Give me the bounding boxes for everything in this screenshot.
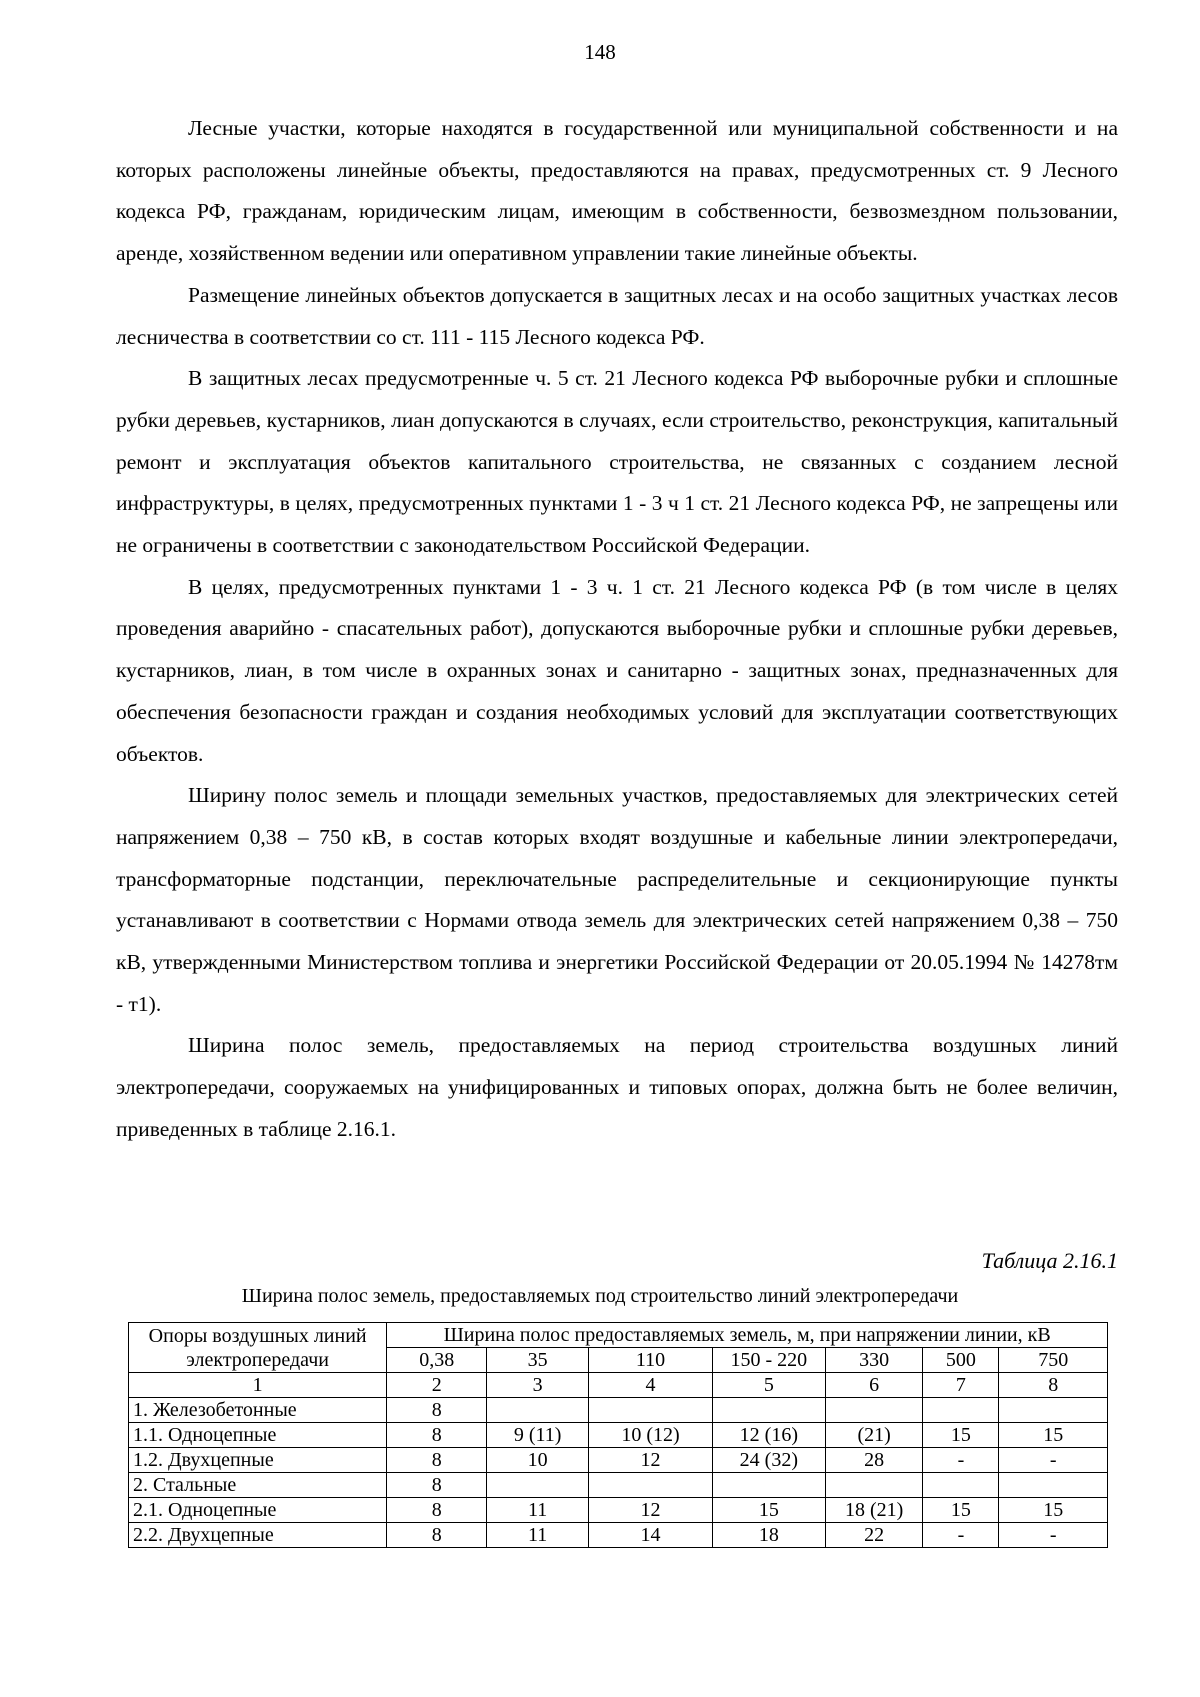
table-cell: 8 <box>387 1398 487 1423</box>
table-cell: 15 <box>999 1423 1108 1448</box>
paragraph: Ширина полос земель, предоставляемых на период строительства воздушных линий электропередачи, сооружаемых на унифицированных и типовых опорах, должна быть не более величин, приведенных в таблице 2.16.1. <box>116 1033 1118 1141</box>
table-cell <box>999 1398 1108 1423</box>
table-cell: (21) <box>825 1423 923 1448</box>
header-width-group: Ширина полос предоставляемых земель, м, при напряжении линии, кВ <box>387 1323 1108 1348</box>
table-cell <box>712 1473 825 1498</box>
page-number: 148 <box>584 40 616 64</box>
table-colnum-row <box>129 1373 1108 1398</box>
header-voltage: 500 <box>923 1348 999 1373</box>
table-label: Таблица 2.16.1 <box>981 1248 1118 1273</box>
column-number: 8 <box>999 1373 1108 1398</box>
table-title: Ширина полос земель, предоставляемых под строительство линий электропередачи <box>241 1285 959 1307</box>
table-cell: 9 (11) <box>487 1423 589 1448</box>
row-name: 2. Стальные <box>129 1473 387 1498</box>
table-cell <box>923 1473 999 1498</box>
table-cell: 15 <box>999 1498 1108 1523</box>
column-number: 6 <box>825 1373 923 1398</box>
table-cell: 11 <box>487 1523 589 1548</box>
row-name: 2.2. Двухцепные <box>129 1523 387 1548</box>
table-cell: 8 <box>387 1498 487 1523</box>
table-cell <box>825 1398 923 1423</box>
row-name: 2.1. Одноцепные <box>129 1498 387 1523</box>
table-cell: 18 (21) <box>825 1498 923 1523</box>
table-cell <box>999 1473 1108 1498</box>
table-cell: 18 <box>712 1523 825 1548</box>
table-cell: 8 <box>387 1423 487 1448</box>
table-cell: 12 <box>589 1448 713 1473</box>
table-cell <box>589 1398 713 1423</box>
table-cell: - <box>923 1523 999 1548</box>
table-cell: 14 <box>589 1523 713 1548</box>
table-cell: - <box>999 1448 1108 1473</box>
table-cell: 24 (32) <box>712 1448 825 1473</box>
column-number: 1 <box>129 1373 387 1398</box>
table-cell: 8 <box>387 1473 487 1498</box>
column-number: 5 <box>712 1373 825 1398</box>
row-name: 1. Железобетонные <box>129 1398 387 1423</box>
land-width-table <box>128 1322 1108 1548</box>
table-cell: 8 <box>387 1523 487 1548</box>
table-header-row <box>129 1323 1108 1348</box>
column-number: 4 <box>589 1373 713 1398</box>
table-cell: 10 (12) <box>589 1423 713 1448</box>
body-text <box>116 108 1118 1151</box>
table-cell: 8 <box>387 1448 487 1473</box>
table-cell: - <box>999 1523 1108 1548</box>
paragraph: Размещение линейных объектов допускается в защитных лесах и на особо защитных участках лесов лесничества в соответствии со ст. 111 - 115 Лесного кодекса РФ. <box>116 282 1118 349</box>
paragraph: В защитных лесах предусмотренные ч. 5 ст. 21 Лесного кодекса РФ выборочные рубки и сплошные рубки деревьев, кустарников, лиан допускаются в случаях, если строительство, реконструкция, капитальный ремонт и эксплуатация объектов капитального строительства, не связанных с созданием лесной инфраструктуры, в целях, предусмотренных пунктами 1 - 3 ч 1 ст. 21 Лесного кодекса РФ, не запрещены или не ограничены в соответствии с законодательством Российской Федерации. <box>116 366 1118 558</box>
table-cell: 15 <box>923 1498 999 1523</box>
header-voltage: 35 <box>487 1348 589 1373</box>
header-voltage: 330 <box>825 1348 923 1373</box>
row-name: 1.1. Одноцепные <box>129 1423 387 1448</box>
column-number: 3 <box>487 1373 589 1398</box>
table-row <box>129 1448 1108 1473</box>
table-cell <box>487 1473 589 1498</box>
table-cell: 15 <box>923 1423 999 1448</box>
table-cell: 28 <box>825 1448 923 1473</box>
table-cell <box>923 1398 999 1423</box>
table-cell: - <box>923 1448 999 1473</box>
table-cell <box>589 1473 713 1498</box>
paragraph: В целях, предусмотренных пунктами 1 - 3 ч. 1 ст. 21 Лесного кодекса РФ (в том числе в целях проведения аварийно - спасательных работ), допускаются выборочные рубки и сплошные рубки деревьев, кустарников, лиан, в том числе в охранных зонах и санитарно - защитных зонах, предназначенных для обеспечения безопасности граждан и создания необходимых условий для эксплуатации соответствующих объектов. <box>116 574 1118 766</box>
header-voltage: 150 - 220 <box>712 1348 825 1373</box>
table-cell <box>825 1473 923 1498</box>
table-row <box>129 1423 1108 1448</box>
header-supports: Опоры воздушных линий электропередачи <box>129 1323 387 1373</box>
table-cell: 10 <box>487 1448 589 1473</box>
header-voltage: 110 <box>589 1348 713 1373</box>
table-cell: 12 <box>589 1498 713 1523</box>
table-row <box>129 1498 1108 1523</box>
table-row <box>129 1473 1108 1498</box>
table-cell: 11 <box>487 1498 589 1523</box>
table-cell: 12 (16) <box>712 1423 825 1448</box>
table-cell <box>487 1398 589 1423</box>
header-voltage: 0,38 <box>387 1348 487 1373</box>
table-row <box>129 1523 1108 1548</box>
header-voltage: 750 <box>999 1348 1108 1373</box>
paragraph: Лесные участки, которые находятся в государственной или муниципальной собственности и на которых расположены линейные объекты, предоставляются на правах, предусмотренных ст. 9 Лесного кодекса РФ, гражданам, юридическим лицам, имеющим в собственности, безвозмездном пользовании, аренде, хозяйственном ведении или оперативном управлении такие линейные объекты. <box>116 116 1118 266</box>
column-number: 7 <box>923 1373 999 1398</box>
table-row <box>129 1398 1108 1423</box>
table-cell: 22 <box>825 1523 923 1548</box>
column-number: 2 <box>387 1373 487 1398</box>
table-cell <box>712 1398 825 1423</box>
row-name: 1.2. Двухцепные <box>129 1448 387 1473</box>
table-cell: 15 <box>712 1498 825 1523</box>
paragraph: Ширину полос земель и площади земельных участков, предоставляемых для электрических сетей напряжением 0,38 – 750 кВ, в состав которых входят воздушные и кабельные линии электропередачи, трансформаторные подстанции, переключательные распределительные и секционирующие пункты устанавливают в соответствии с Нормами отвода земель для электрических сетей напряжением 0,38 – 750 кВ, утвержденными Министерством топлива и энергетики Российской Федерации от 20.05.1994 № 14278тм - т1). <box>116 783 1118 1016</box>
